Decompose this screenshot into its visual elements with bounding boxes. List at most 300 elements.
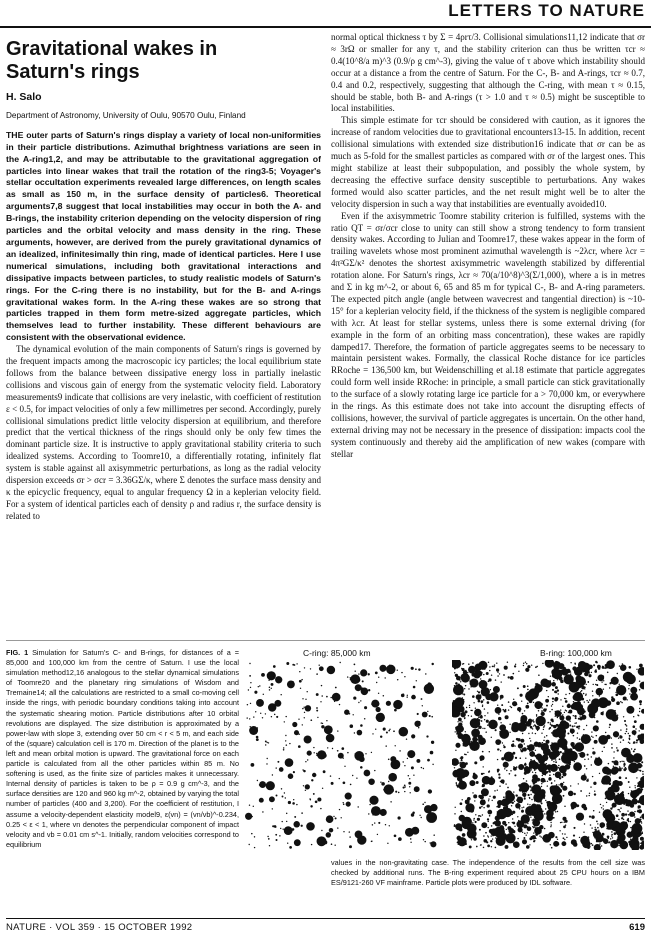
particle — [503, 828, 504, 829]
page-header — [0, 0, 651, 28]
particle — [591, 672, 592, 673]
particle — [638, 770, 639, 771]
particle — [541, 710, 543, 712]
particle — [599, 843, 600, 844]
particle — [266, 763, 267, 764]
particle — [619, 811, 620, 812]
particle — [630, 687, 637, 694]
particle — [472, 822, 473, 823]
particle — [471, 681, 472, 682]
particle — [475, 814, 476, 815]
particle — [466, 734, 468, 736]
particle — [570, 729, 571, 730]
particle — [469, 707, 470, 708]
particle — [584, 823, 585, 824]
particle — [506, 824, 507, 825]
particle — [482, 784, 485, 787]
particle — [425, 673, 426, 674]
particle — [621, 768, 622, 769]
particle — [298, 843, 299, 844]
particle — [431, 663, 433, 665]
particle — [543, 708, 546, 711]
particle — [606, 822, 613, 829]
particle — [580, 790, 582, 792]
figure-caption-continued: values in the non-gravitating case. The independence of the results from the cell size was checked by additional runs. The B-ring experiment required about 25 CPU hours on a IBM ES/9121-260 VF mainframe. Particle plots were produced by IDL software. — [331, 858, 645, 888]
particle — [518, 671, 519, 672]
particle — [563, 739, 564, 740]
particle — [527, 703, 529, 705]
particle — [411, 813, 414, 816]
particle — [476, 846, 478, 848]
particle — [464, 688, 465, 689]
particle — [504, 752, 514, 762]
particle — [502, 821, 506, 825]
particle — [478, 737, 486, 745]
particle — [301, 679, 303, 681]
particle — [411, 734, 415, 738]
particle — [245, 813, 252, 820]
particle — [560, 822, 561, 823]
particle — [591, 827, 592, 828]
particle — [305, 761, 306, 762]
particle — [465, 731, 466, 732]
particle — [499, 785, 501, 787]
particle — [390, 756, 396, 762]
particle — [406, 739, 407, 740]
particle — [503, 762, 509, 768]
particle — [559, 768, 560, 769]
particle — [321, 725, 324, 728]
particle — [505, 792, 515, 802]
particle — [589, 795, 590, 796]
particle — [465, 843, 467, 845]
particle — [473, 777, 474, 778]
particle — [568, 710, 572, 714]
particle — [483, 674, 484, 675]
particle — [500, 750, 501, 751]
particle — [527, 832, 528, 833]
particle — [479, 668, 480, 669]
particle — [317, 836, 327, 846]
particle — [503, 674, 505, 676]
particle — [259, 784, 261, 786]
author: H. Salo — [6, 91, 42, 103]
particle — [527, 804, 528, 805]
particle — [368, 813, 369, 814]
particle — [634, 823, 637, 826]
particle — [476, 781, 479, 784]
particle — [388, 730, 390, 732]
particle — [320, 701, 321, 702]
particle — [537, 756, 539, 758]
particle — [596, 821, 598, 823]
particle — [336, 694, 337, 695]
particle — [607, 837, 609, 839]
particle — [591, 736, 592, 737]
particle — [564, 839, 565, 840]
particle — [514, 745, 515, 746]
particle — [522, 839, 527, 844]
particle — [302, 708, 303, 709]
particle — [553, 735, 555, 737]
particle — [562, 767, 563, 768]
particle — [631, 845, 632, 846]
particle — [542, 827, 543, 828]
particle — [642, 833, 644, 835]
particle — [499, 729, 509, 739]
particle — [276, 716, 278, 718]
particle — [576, 703, 577, 704]
particle — [334, 844, 335, 845]
particle — [535, 726, 537, 728]
particle — [604, 684, 605, 685]
particle — [457, 842, 459, 844]
particle — [615, 693, 618, 696]
caption-text: Simulation for Saturn's C- and B-rings, for distances of a = 85,000 and 100,000 km from the centre of Saturn. I use the local simulation method12,16 analogous to the stellar dynamical simulations of Toomre20 and the planetary ring simulations of Wisdom and Tremaine14; all the calculations are restricted to a small co-moving cell inside the rings, with periodic boundary conditions taking into account the systematic shearing motion. Particle distributions after 10 orbital revolutions are displayed. The size distribution is approximated by a power-law with slope 3, extending over 50 cm < r < 5 m, and each side of the (square) calculation cell is 170 m. Direction of the planet is to the left and mean orbital motion is upward. The gravitational force on each particle is calculated from all the other particles within 85 m. No softening is used, as the finite size of particles makes it unnecessary. Internal density of particles is taken to be ρ = 0.9 g cm^-3, and the surface densities are 120 and 960 kg m^-2, obtained by varying the total number of particles (400 and 3,200). For the coefficient of restitution, I assume a velocity-dependent elasticity model9, ε(vn) = (vn/vb)^-0.234, 0.25 < ε < 1, where vn denotes the perpendicular component of impact velocity and vb = 0.01 cm s^-1. Initially, random velocities correspond to equilibrium — [6, 648, 239, 849]
particle — [310, 805, 312, 807]
particle — [468, 824, 469, 825]
particle — [247, 704, 248, 705]
particle — [634, 785, 635, 786]
particle — [576, 813, 584, 821]
particle — [619, 841, 628, 850]
particle — [631, 792, 632, 793]
particle — [553, 774, 554, 775]
particle — [262, 811, 263, 812]
particle — [604, 668, 606, 670]
particle — [623, 716, 624, 717]
particle — [537, 832, 538, 833]
particle — [499, 828, 504, 833]
particle — [456, 784, 458, 786]
particle — [597, 837, 598, 838]
particle — [545, 680, 546, 681]
particle — [553, 761, 554, 762]
particle — [637, 766, 639, 768]
particle — [600, 740, 601, 741]
particle — [388, 758, 390, 760]
particle — [641, 785, 642, 786]
particle — [482, 706, 483, 707]
particle — [543, 745, 544, 746]
particle — [592, 691, 593, 692]
particle — [612, 807, 613, 808]
particle — [479, 815, 480, 816]
particle — [465, 685, 466, 686]
particle — [315, 800, 318, 803]
particle — [523, 778, 524, 779]
particle — [337, 750, 339, 752]
particle — [524, 796, 525, 797]
particle — [640, 724, 644, 730]
particle — [310, 668, 311, 669]
particle — [551, 705, 552, 706]
particle — [523, 663, 524, 664]
particle — [551, 682, 556, 687]
particle — [371, 806, 381, 816]
particle — [454, 813, 455, 814]
particle — [630, 769, 631, 770]
particle — [545, 660, 554, 668]
particle — [550, 724, 551, 725]
particle — [541, 783, 542, 784]
particle — [584, 759, 585, 760]
particle — [631, 829, 632, 830]
particle — [529, 750, 531, 752]
particle — [640, 783, 642, 785]
particle — [461, 721, 462, 722]
particle — [268, 742, 269, 743]
particle — [282, 796, 284, 798]
particle — [534, 724, 535, 725]
particle — [518, 820, 519, 821]
particle — [561, 822, 562, 823]
particle — [637, 734, 642, 739]
particle — [256, 738, 259, 741]
particle — [531, 810, 532, 811]
particle — [472, 737, 477, 742]
particle — [573, 827, 575, 829]
particle — [488, 662, 489, 663]
particle — [496, 691, 497, 692]
particle — [305, 699, 306, 700]
particle — [376, 682, 377, 683]
particle — [639, 664, 643, 668]
particle — [495, 729, 497, 731]
particle — [573, 694, 580, 701]
particle — [508, 827, 509, 828]
particle — [502, 742, 503, 743]
particle — [626, 753, 627, 754]
particle — [293, 799, 294, 800]
particle — [381, 782, 385, 786]
particle — [544, 725, 545, 726]
particle — [463, 694, 465, 696]
particle — [305, 705, 311, 711]
particle — [570, 750, 572, 752]
particle — [530, 722, 531, 723]
particle — [554, 691, 557, 694]
particle — [584, 765, 586, 767]
particle — [635, 728, 636, 729]
particle — [276, 839, 278, 841]
particle — [299, 680, 302, 683]
particle — [555, 697, 559, 701]
particle — [516, 766, 518, 768]
particle — [525, 705, 529, 709]
particle — [326, 720, 327, 721]
particle — [513, 802, 514, 803]
particle — [629, 811, 634, 816]
particle — [341, 747, 344, 750]
particle — [482, 814, 483, 815]
particle — [576, 804, 577, 805]
particle — [530, 790, 531, 791]
particle — [393, 730, 395, 732]
particle — [268, 838, 270, 840]
particle — [557, 799, 558, 800]
body-paragraph: This simple estimate for τcr should be considered with caution, as it ignores the increase of random velocities due to gravitational encounters13-15. In addition, recent collisional simulations with extended size distribution16 indicate that σr can be as much as 5-fold for the smallest particles as compared with σr of the largest ones. This might stabilize at least their subpopulation, and possibly the whole system, by decreasing the effective surface density susceptible to perturbations. Any wakes formed would also scatter particles, and the net result might well be to alter the velocity dispersion in such a way that instabilities are eventually avoided10. — [331, 115, 645, 209]
particle — [432, 764, 433, 765]
particle — [263, 694, 264, 695]
particle — [464, 754, 466, 756]
particle — [514, 826, 515, 827]
particle — [552, 689, 554, 691]
particle — [364, 706, 367, 709]
particle — [599, 695, 600, 696]
particle — [534, 810, 535, 811]
particle — [507, 787, 509, 789]
particle — [591, 714, 592, 715]
particle — [492, 666, 493, 667]
particle — [475, 666, 476, 667]
particle — [380, 782, 381, 783]
particle — [275, 834, 277, 836]
c-ring-particle-plot — [245, 660, 439, 850]
particle — [638, 667, 644, 676]
particle — [597, 675, 604, 682]
particle — [555, 811, 556, 812]
particle — [489, 815, 491, 817]
particle — [272, 825, 274, 827]
particle — [613, 760, 618, 765]
particle — [374, 822, 375, 823]
particle — [596, 735, 598, 737]
particle — [505, 715, 509, 719]
particle — [256, 699, 264, 707]
particle — [583, 831, 584, 832]
particle — [513, 741, 514, 742]
particle — [545, 808, 546, 809]
particle — [548, 696, 549, 697]
particle — [387, 843, 388, 844]
particle — [388, 773, 397, 782]
particle — [616, 786, 618, 788]
particle — [566, 741, 568, 743]
particle — [386, 731, 388, 733]
particle — [294, 730, 299, 735]
particle — [455, 823, 462, 830]
particle — [250, 687, 251, 688]
particle — [523, 837, 525, 839]
particle — [582, 840, 590, 848]
b-ring-particle-plot — [452, 660, 644, 850]
particle — [471, 832, 473, 834]
particle — [534, 742, 539, 747]
particle — [372, 814, 373, 815]
particle — [639, 680, 640, 681]
particle — [497, 672, 498, 673]
particle — [330, 728, 331, 729]
particle — [542, 742, 543, 743]
particle — [480, 815, 482, 817]
particle — [640, 826, 641, 827]
particle — [487, 827, 488, 828]
particle — [500, 817, 501, 818]
particle — [343, 804, 345, 806]
particle — [565, 710, 566, 711]
particle — [411, 827, 419, 835]
particle — [623, 739, 625, 741]
particle — [628, 761, 629, 762]
particle — [610, 838, 611, 839]
particle — [314, 752, 315, 753]
particle — [570, 791, 571, 792]
particle — [626, 768, 627, 769]
particle — [285, 758, 294, 767]
particle — [610, 774, 611, 775]
particle — [514, 801, 515, 802]
particle — [526, 669, 529, 672]
particle — [353, 678, 354, 679]
particle — [293, 771, 295, 773]
particle — [591, 709, 593, 711]
particle — [613, 731, 619, 737]
particle — [304, 667, 305, 668]
particle — [471, 716, 472, 717]
particle — [592, 748, 593, 749]
particle — [625, 724, 626, 725]
particle — [457, 836, 462, 841]
particle — [523, 740, 524, 741]
particle — [480, 674, 481, 675]
particle — [574, 761, 575, 762]
particle — [566, 715, 571, 720]
particle — [610, 807, 612, 809]
particle — [471, 729, 480, 738]
particle — [393, 700, 402, 709]
particle — [279, 767, 284, 772]
particle — [634, 720, 637, 723]
particle — [577, 737, 578, 738]
particle — [326, 696, 328, 698]
particle — [253, 806, 254, 807]
particle — [319, 665, 320, 666]
particle — [257, 780, 258, 781]
particle — [579, 694, 582, 697]
particle — [565, 700, 568, 703]
particle — [557, 789, 562, 794]
particle — [593, 810, 594, 811]
particle — [420, 817, 421, 818]
particle — [279, 835, 280, 836]
particle — [469, 680, 470, 681]
particle — [294, 816, 296, 818]
particle — [472, 695, 475, 698]
particle — [501, 834, 507, 840]
particle — [499, 673, 500, 674]
particle — [467, 817, 470, 820]
particle — [408, 775, 409, 776]
particle — [530, 740, 531, 741]
particle — [629, 786, 630, 787]
particle — [468, 663, 470, 665]
particle — [543, 748, 551, 756]
particle — [605, 790, 615, 800]
particle — [467, 752, 468, 753]
particle — [620, 701, 621, 702]
particle — [455, 674, 458, 677]
particle — [426, 735, 428, 737]
particle — [562, 671, 563, 672]
particle — [510, 770, 512, 772]
particle — [611, 696, 613, 698]
particle — [489, 666, 490, 667]
particle — [604, 768, 605, 769]
particle — [356, 778, 357, 779]
particle — [321, 695, 323, 697]
particle — [555, 742, 557, 744]
